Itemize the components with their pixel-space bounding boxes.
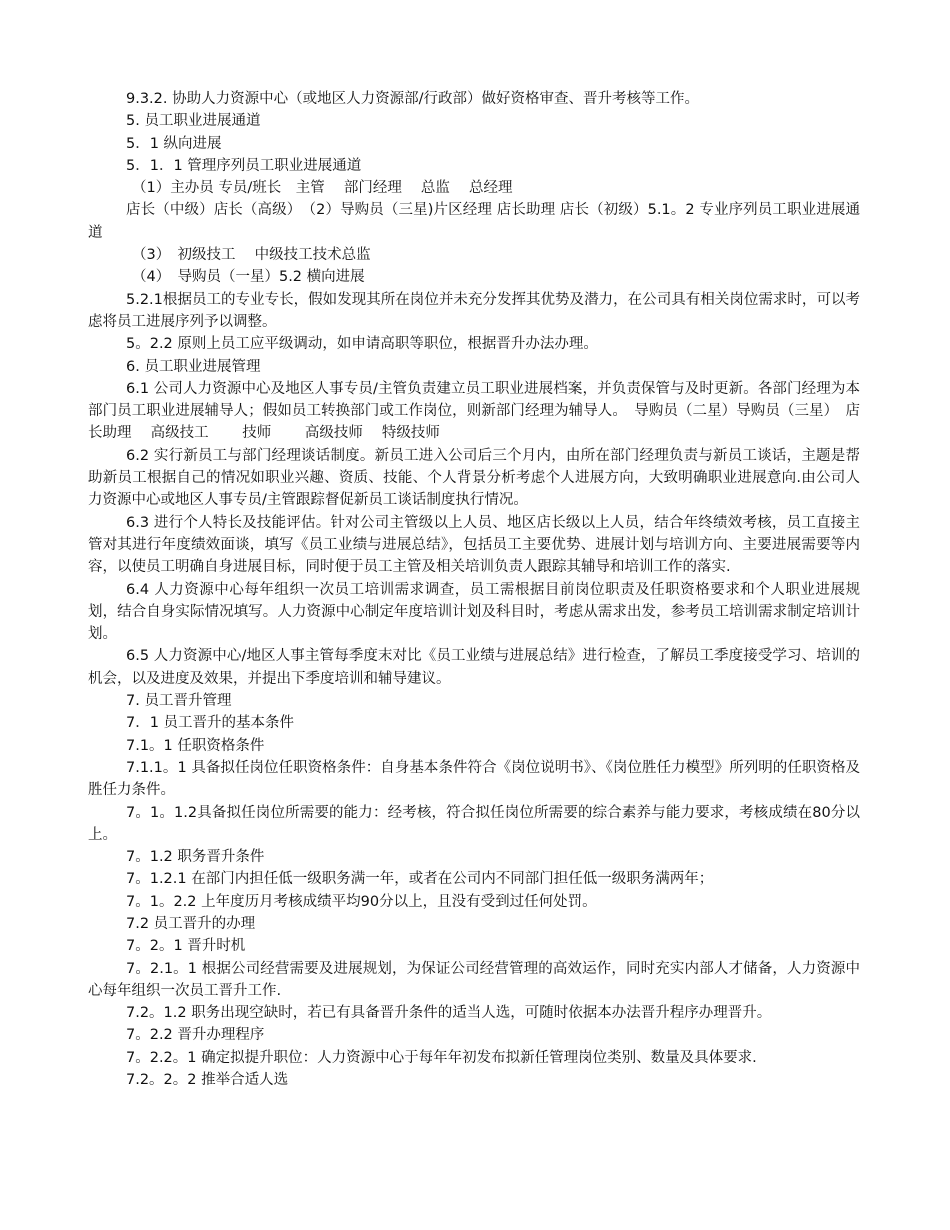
paragraph-7-1-2-1: 7。1.2.1 在部门内担任低一级职务满一年，或者在公司内不同部门担任低一级职务满两年； [126, 871, 714, 888]
paragraph-7-1-1-2: 7。1。1.2具备拟任岗位所需要的能力：经考核，符合拟任岗位所需要的综合素养与能力要求，考核成绩在80分以上。 [88, 804, 860, 843]
heading-7-2-2: 7。2.2 晋升办理程序 [126, 1027, 265, 1044]
paragraph-7-2-1-1: 7。2.1。1 根据公司经营需要及进展规划，为保证公司经营管理的高效运作，同时充实内部人才储备，人力资源中心每年组织一次员工晋升工作. [88, 960, 860, 999]
paragraph-5-2-2: 5。2.2 原则上员工应平级调动，如申请高职等职位，根据晋升办法办理。 [126, 336, 598, 353]
heading-5-1: 5．1 纵向进展 [126, 135, 222, 152]
paragraph-management-path-2: 店长（中级）店长（高级） （2）导购员（三星)片区经理 店长助理 店长（初级）5.1。2 专业序列员工职业进展通道 [88, 202, 860, 241]
paragraph-7-1-1-1: 7.1.1。1 具备拟任岗位任职资格条件：自身基本条件符合《岗位说明书》、《岗位胜任力模型》所列明的任职资格及胜任力条件。 [88, 759, 860, 799]
paragraph-6-1: 6.1 公司人力资源中心及地区人事专员/主管负责建立员工职业进展档案，并负责保管与及时更新。各部门经理为本部门员工职业进展辅导人；假如员工转换部门或工作岗位，则新部门经理为辅导人。 导购员（二星）导购员（三星） 店长助理 高级技工 技师 高级技师 特级技师 [88, 380, 860, 442]
heading-6: 6. 员工职业进展管理 [126, 358, 261, 375]
paragraph-7-2-2-2: 7.2。2。2 推举合适人选 [126, 1072, 289, 1089]
heading-7-1-1: 7.1。1 任职资格条件 [126, 737, 265, 754]
paragraph-technical-path: （3） 初级技工 中级技工技术总监 [132, 247, 371, 264]
paragraph-6-3: 6.3 进行个人特长及技能评估。针对公司主管级以上人员、地区店长级以上人员，结合年终绩效考核，员工直接主管对其进行年度绩效面谈，填写《员工业绩与进展总结》，包括员工主要优势、进展计划与培训方向、主要进展需要等内容，以使员工明确自身进展目标，同时便于员工主管及相关培训负责人跟踪其辅导和培训工作的落实. [88, 514, 860, 576]
heading-5: 5. 员工职业进展通道 [126, 113, 261, 130]
paragraph-horizontal-heading: （4） 导购员（一星）5.2 横向进展 [132, 269, 365, 286]
heading-7: 7. 员工晋升管理 [126, 693, 232, 710]
paragraph-7-1-2-2: 7。1。2.2 上年度历月考核成绩平均90分以上，且没有受到过任何处罚。 [126, 893, 597, 910]
paragraph-6-5: 6.5 人力资源中心/地区人事主管每季度末对比《员工业绩与进展总结》进行检查，了解员工季度接受学习、培训的机会，以及进度及效果，并提出下季度培训和辅导建议。 [88, 648, 860, 687]
paragraph-management-path-1: （1）主办员 专员/班长 主管 部门经理 总监 总经理 [132, 180, 513, 197]
heading-7-2: 7.2 员工晋升的办理 [126, 915, 256, 932]
paragraph-6-4: 6.4 人力资源中心每年组织一次员工培训需求调查，员工需根据目前岗位职责及任职资格要求和个人职业进展规划，结合自身实际情况填写。人力资源中心制定年度培训计划及科目时，考虑从需求出发，参考员工培训需求制定培训计划。 [88, 581, 860, 643]
paragraph-6-2: 6.2 实行新员工与部门经理谈话制度。新员工进入公司后三个月内，由所在部门经理负责与新员工谈话，主题是帮助新员工根据自己的情况如职业兴趣、资质、技能、个人背景分析考虑个人进展方向，大致明确职业进展意向.由公司人力资源中心或地区人事专员/主管跟踪督促新员工谈话制度执行情况。 [88, 447, 860, 509]
paragraph-1: 9.3.2. 协助人力资源中心（或地区人力资源部/行政部）做好资格审查、晋升考核等工作。 [126, 91, 699, 107]
heading-7-1-2: 7。1.2 职务晋升条件 [126, 849, 265, 866]
heading-7-2-1: 7。2。1 晋升时机 [126, 938, 246, 955]
heading-5-1-1: 5．1．1 管理序列员工职业进展通道 [126, 157, 362, 174]
paragraph-7-2-1-2: 7.2。1.2 职务出现空缺时，若已有具备晋升条件的适当人选，可随时依据本办法晋升程序办理晋升。 [126, 1005, 772, 1022]
paragraph-7-2-2-1: 7。2.2。1 确定拟提升职位：人力资源中心于每年年初发布拟新任管理岗位类别、数量及具体要求. [126, 1049, 757, 1066]
document-page [88, 88, 860, 1091]
heading-7-1: 7．1 员工晋升的基本条件 [126, 715, 295, 732]
paragraph-5-2-1: 5.2.1根据员工的专业专长，假如发现其所在岗位并未充分发挥其优势及潜力，在公司具有相关岗位需求时，可以考虑将员工进展序列予以调整。 [88, 291, 860, 330]
